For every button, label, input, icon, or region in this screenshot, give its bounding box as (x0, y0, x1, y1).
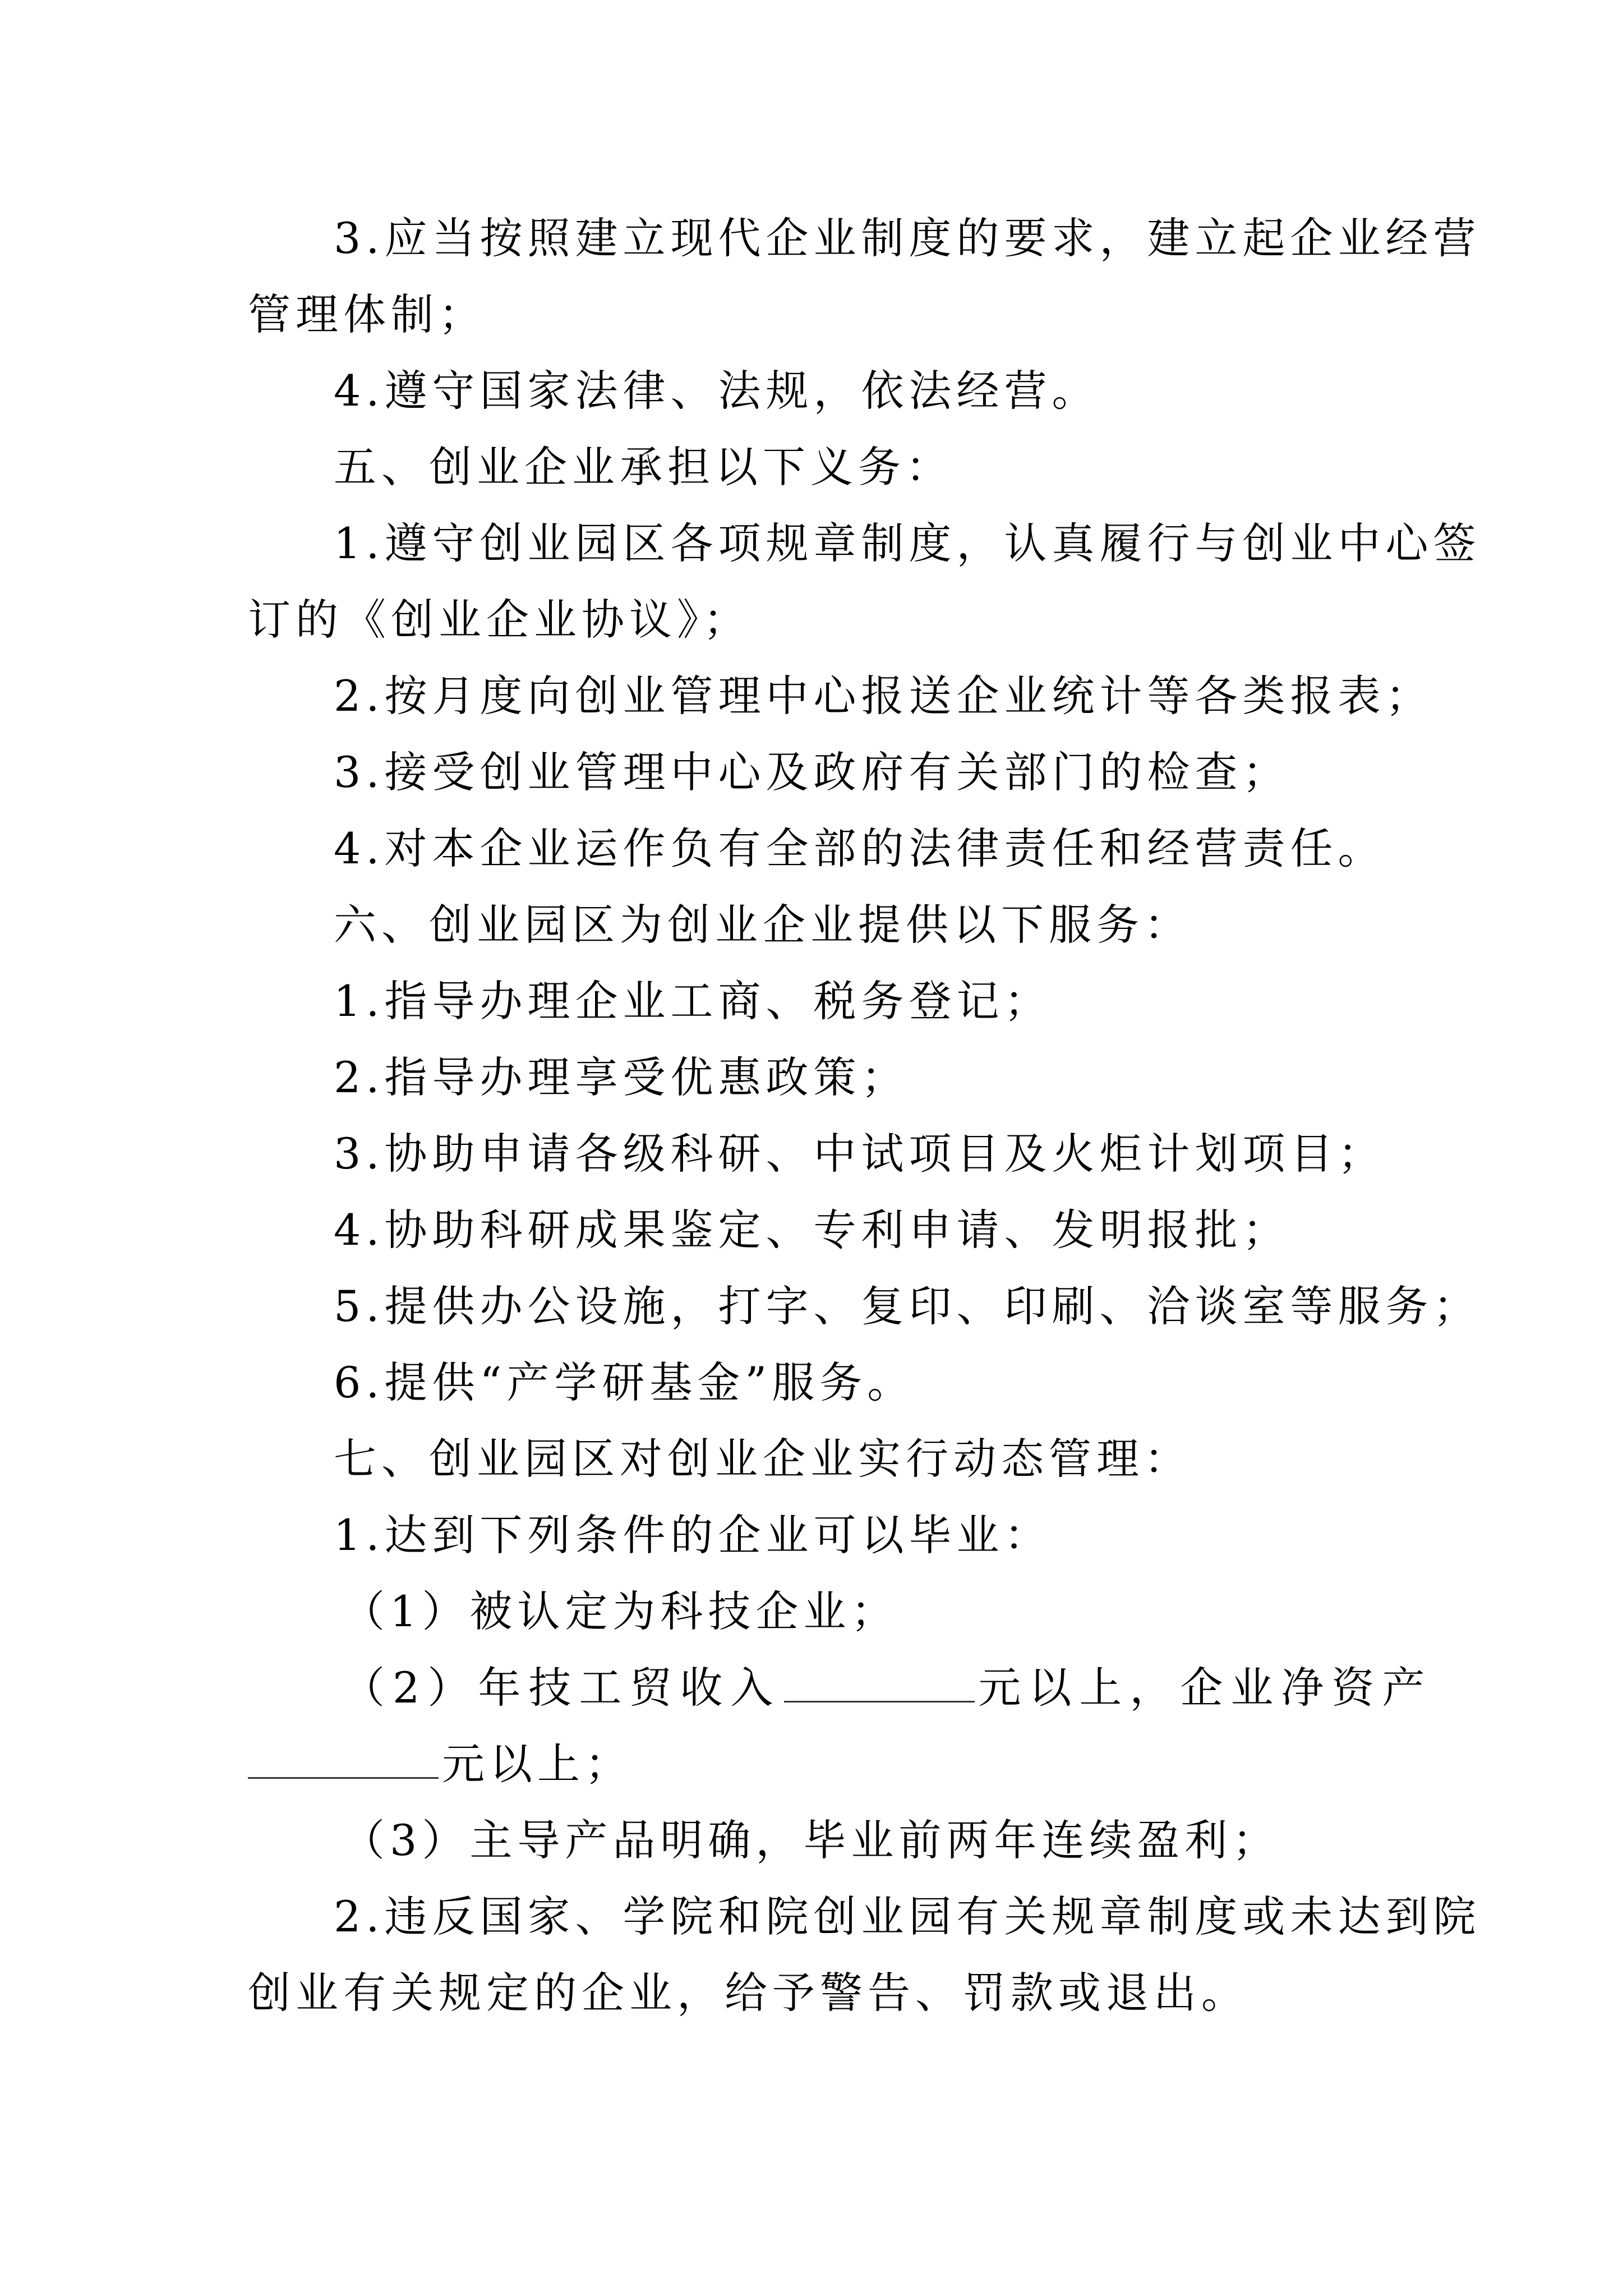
section-5-item-3: 3.接受创业管理中心及政府有关部门的检查； (334, 747, 1290, 797)
section-6-heading: 六、创业园区为创业企业提供以下服务： (334, 900, 1192, 950)
section-5-item-4: 4.对本企业运作负有全部的法律责任和经营责任。 (334, 823, 1386, 873)
section-6-item-1: 1.指导办理企业工商、税务登记； (334, 976, 1052, 1026)
section-7-item-1-condition-2-line-1 (342, 1660, 1432, 1716)
condition-2-middle: 元以上，企业净资产 (978, 1663, 1433, 1713)
section-7-item-1-condition-1: （1）被认定为科技企业； (342, 1586, 899, 1636)
section-7-item-2-line-1: 2.违反国家、学院和院创业园有关规章制度或未达到院 (334, 1892, 1481, 1941)
section-6-item-6: 6.提供“产学研基金”服务。 (334, 1358, 915, 1407)
section-5-heading: 五、创业企业承担以下义务： (334, 442, 953, 492)
paragraph-item-3-line-2: 管理体制； (248, 289, 486, 339)
section-6-item-3: 3.协助申请各级科研、中试项目及火炬计划项目； (334, 1129, 1386, 1179)
section-6-item-4: 4.协助科研成果鉴定、专利申请、发明报批； (334, 1205, 1290, 1255)
section-7-item-1: 1.达到下列条件的企业可以毕业： (334, 1510, 1052, 1560)
section-5-item-1-line-1: 1.遵守创业园区各项规章制度，认真履行与创业中心签 (334, 518, 1481, 568)
section-7-item-2-line-2: 创业有关规定的企业，给予警告、罚款或退出。 (248, 1968, 1249, 2018)
section-6-item-2: 2.指导办理享受优惠政策； (334, 1052, 909, 1102)
section-7-item-1-condition-3: （3）主导产品明确，毕业前两年连续盈利； (342, 1815, 1280, 1865)
condition-2-suffix: 元以上； (442, 1739, 633, 1789)
revenue-blank-field[interactable] (784, 1662, 975, 1703)
condition-2-prefix: （2）年技工贸收入 (342, 1663, 781, 1713)
section-5-item-1-line-2: 订的《创业企业协议》； (248, 595, 751, 645)
paragraph-item-3-line-1: 3.应当按照建立现代企业制度的要求，建立起企业经营 (334, 213, 1481, 263)
section-7-heading: 七、创业园区对创业企业实行动态管理： (334, 1434, 1192, 1484)
net-assets-blank-field[interactable] (248, 1738, 439, 1779)
section-7-item-1-condition-2-line-2 (248, 1736, 633, 1792)
section-5-item-2: 2.按月度向创业管理中心报送企业统计等各类报表； (334, 671, 1433, 721)
paragraph-item-4: 4.遵守国家法律、法规，依法经营。 (334, 366, 1100, 416)
section-6-item-5: 5.提供办公设施，打字、复印、印刷、洽谈室等服务； (334, 1281, 1481, 1331)
